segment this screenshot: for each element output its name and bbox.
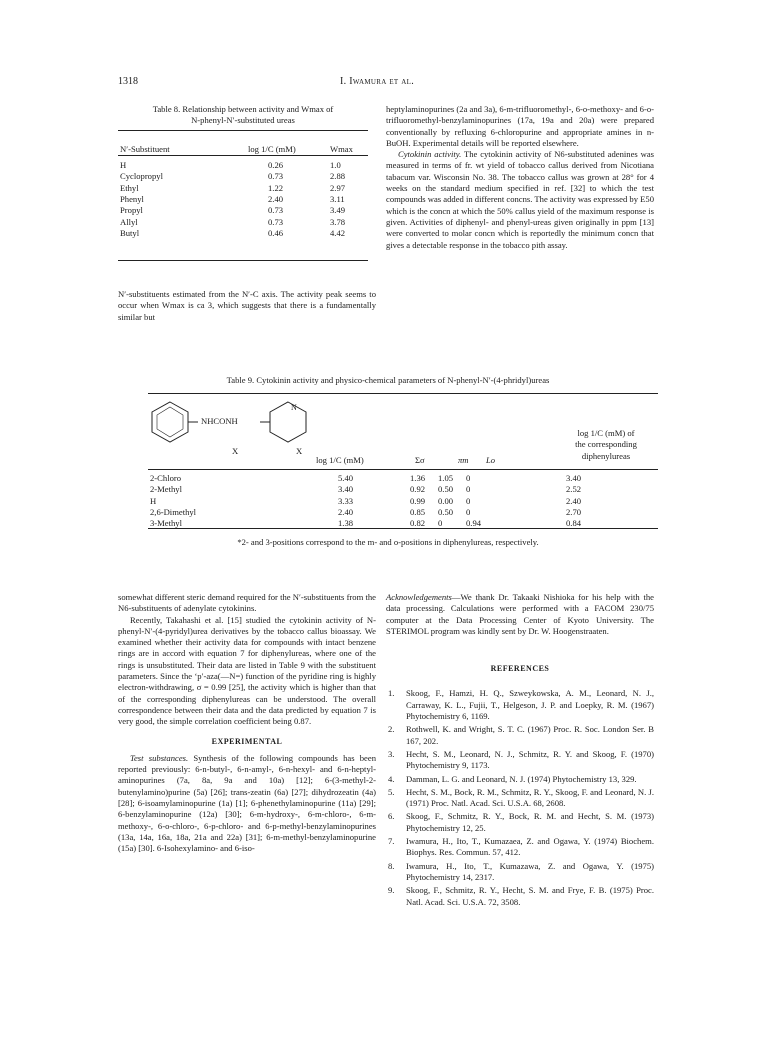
table9-cell-pi: 1.05 bbox=[438, 473, 454, 483]
table8-row bbox=[118, 194, 368, 205]
left-bottom-p1: somewhat different steric demand required for the N′-substituents from the N6-substituents of adenylate cytokinins. bbox=[118, 592, 376, 614]
right-bottom-column bbox=[386, 592, 654, 910]
table8-cell-substituent: Allyl bbox=[120, 216, 138, 227]
reference-number: 3. bbox=[388, 748, 395, 759]
table9-row bbox=[148, 496, 658, 507]
table9-cell-pi: 0.50 bbox=[438, 506, 454, 517]
table8-bottom-rule bbox=[118, 260, 368, 261]
reference-item bbox=[386, 787, 654, 810]
reference-text: Skoog, F., Schmitz, R. Y., Hecht, S. M. and Frye, F. B. (1975) Proc. Natl. Acad. Sci. U.S.A. 72, 3508. bbox=[406, 885, 654, 907]
references-heading: REFERENCES bbox=[490, 664, 550, 674]
right-top-p2 bbox=[386, 149, 654, 251]
reference-number: 2. bbox=[388, 724, 395, 735]
left-top-paragraph: N′-substituents estimated from the N′-C axis. The activity peak seems to occur when Wmax is ca 3, which suggests that there is a fundamentally similar but bbox=[118, 289, 376, 322]
table8-caption bbox=[118, 104, 368, 126]
table8-cell-wmax: 3.11 bbox=[330, 193, 345, 204]
table9-h-last bbox=[556, 428, 656, 462]
table9-h-l: Lo bbox=[486, 455, 496, 465]
reference-number: 4. bbox=[388, 773, 395, 784]
table9-cell-pi: 0 bbox=[438, 518, 443, 529]
table9-h-last2: the corresponding bbox=[575, 439, 637, 450]
table9-cell-substituent: H bbox=[150, 495, 157, 506]
reference-item bbox=[386, 885, 654, 908]
reference-text: Damman, L. G. and Leonard, N. J. (1974) Phytochemistry 13, 329. bbox=[406, 773, 637, 784]
reference-text: Rothwell, K. and Wright, S. T. C. (1967) Proc. R. Soc. London Ser. B 167, 202. bbox=[406, 724, 654, 746]
left-bottom-p2: Recently, Takahashi et al. [15] studied the cytokinin activity of N-phenyl-N′-(4-pyridyl)urea derivatives by the tobacco callus bioassay. We examined whether their activity data for compounds with intact benzene rings are in accord with equation 7 for diphenylureas, where one of the rings is unsubstituted. Their data are listed in Table 9 with the substituent parameters. Since the ‘p′-aza(—N=) function of the pyridine ring is highly electron-withdrawing, σ = 0.99 [25], the activity which is higher than that of the corresponding diphenylureas can be understood. The overall correspondence between their data and the data predicted by equation 7 is very good, the simple correlation coefficient being 0.87. bbox=[118, 614, 376, 727]
reference-number: 7. bbox=[388, 836, 395, 847]
table9-cell-l: 0 bbox=[466, 495, 471, 506]
table9-bottom-rule bbox=[148, 528, 658, 529]
reference-text: Hecht, S. M., Leonard, N. J., Schmitz, R. Y. and Skoog, F. (1970) Phytochemistry 9, 1173. bbox=[406, 748, 654, 771]
right-top-column bbox=[386, 104, 654, 251]
table8-cell-wmax: 4.42 bbox=[330, 227, 346, 238]
phenyl-ring-inner bbox=[157, 407, 183, 437]
table8-row bbox=[118, 217, 368, 228]
right-top-p1: heptylaminopurines (2a and 3a), 6-m-trifluoromethyl-, 6-o-methoxy- and 6-o-trifluoromethyl-benzylaminopurines (17a, 19a and 20a) were prepared conventionally by refluxing 6-chloropurine and appropriate amines in n-BuOH. Experimental details will be reported elsewhere. bbox=[386, 104, 655, 148]
table8-cell-wmax: 1.0 bbox=[330, 160, 341, 170]
table8-cell-logc: 1.22 bbox=[268, 182, 284, 193]
table8-cell-logc: 2.40 bbox=[268, 193, 284, 204]
table8-cell-wmax: 3.78 bbox=[330, 216, 346, 227]
table8-cell-logc: 0.73 bbox=[268, 216, 284, 227]
reference-item bbox=[386, 774, 654, 785]
table8-row bbox=[118, 205, 368, 216]
reference-text: Iwamura, H., Ito, T., Kumazaea, Z. and Ogawa, Y. (1974) Biochem. Biophys. Res. Commun. 57, 412. bbox=[406, 836, 654, 858]
table8-cell-substituent: Ethyl bbox=[120, 182, 139, 193]
table9-row bbox=[148, 507, 658, 518]
table9-mid-rule bbox=[148, 469, 658, 470]
reference-text: Iwamura, H., Ito, T., Kumazawa, Z. and Ogawa, Y. (1975) Phytochemistry 14, 2317. bbox=[406, 860, 654, 882]
table9-cell-diphenyl: 2.52 bbox=[566, 484, 582, 495]
ack-title: Acknowledgements bbox=[386, 592, 452, 602]
table9-cell-sigma: 0.85 bbox=[410, 506, 426, 517]
cytokinin-activity-title: Cytokinin activity. bbox=[398, 149, 462, 160]
table8-cell-substituent: Butyl bbox=[120, 227, 140, 238]
table8-cell-logc: 0.26 bbox=[268, 160, 284, 170]
table8-cell-logc: 0.46 bbox=[268, 227, 284, 238]
left-bottom-p3-body: Synthesis of the following compounds has been reported previously: 6-n-butyl-, 6-n-amyl-, 6-n-hexyl- and 6-n-heptyl-aminopurines (7a, 8a, 9a and 10a) [12]; 6-(3-methyl-2-butenylamino)purine (5a) [26]; trans-zeatin (6a) [27]; dihydrozeatin (4a) [28]; 6-isoamylaminopurine (1a) [1]; 6-phenethylaminopurine (11a) [29]; 6-benzylaminopurine (12a) [30]; 6-m-hydroxy-, 6-m-chloro-, 6-m-methoxy-, 6-o-chloro-, 6-p-chloro- and 6-p-methyl-benzylaminopurines (13a, 14a, 16a, 18a, 21a and 22a) [31]; 6-m-methyl-benzylaminopurine (15a) [30]. 6-Isohexylamino- and 6-iso- bbox=[118, 752, 376, 854]
table9-cell-diphenyl: 3.40 bbox=[566, 473, 582, 483]
table9-cell-sigma: 0.82 bbox=[410, 518, 426, 529]
reference-number: 8. bbox=[388, 860, 395, 871]
table9-h-sigma: Σσ bbox=[415, 455, 425, 465]
table8-cell-substituent: H bbox=[120, 160, 127, 170]
table9-row bbox=[148, 473, 658, 484]
table8-cell-wmax: 3.49 bbox=[330, 205, 346, 216]
table8-cell-substituent: Cyclopropyl bbox=[120, 171, 163, 182]
test-substances-title: Test substances. bbox=[130, 752, 189, 763]
acknowledgements bbox=[386, 592, 654, 637]
x-right-label: X bbox=[296, 446, 303, 456]
table9-row bbox=[148, 484, 658, 495]
table9-h-last3: diphenylureas bbox=[581, 450, 631, 461]
table8-row bbox=[118, 228, 368, 239]
table8-cell-substituent: Propyl bbox=[120, 205, 143, 216]
reference-number: 1. bbox=[388, 688, 395, 699]
table9-cell-l: 0 bbox=[466, 506, 471, 517]
table9-h-pi: πm bbox=[458, 455, 469, 465]
table8-caption-line1: Table 8. Relationship between activity and Wmax of bbox=[152, 104, 334, 114]
table9-cell-substituent: 2,6-Dimethyl bbox=[150, 506, 197, 517]
table9-cell-logc: 3.40 bbox=[338, 484, 354, 495]
reference-item bbox=[386, 688, 654, 722]
table9-cell-pi: 0.50 bbox=[438, 484, 454, 495]
table8-row bbox=[118, 171, 368, 182]
table8-col2: log 1/C (mM) bbox=[248, 144, 296, 154]
pyridine-ring bbox=[270, 402, 306, 442]
table8-cell-wmax: 2.88 bbox=[330, 171, 346, 182]
table8-top-rule bbox=[118, 130, 368, 131]
table9-cell-logc: 3.33 bbox=[338, 495, 354, 506]
pyridine-n-label: N bbox=[291, 403, 297, 412]
phenyl-ring bbox=[152, 402, 188, 442]
reference-number: 6. bbox=[388, 811, 395, 822]
table9-caption: Table 9. Cytokinin activity and physico-chemical parameters of N-phenyl-N′-(4-phridyl)ureas bbox=[226, 375, 550, 385]
reference-item bbox=[386, 811, 654, 834]
table9-cell-logc: 5.40 bbox=[338, 473, 354, 483]
table9-cell-diphenyl: 2.40 bbox=[566, 495, 582, 506]
table9-footnote: *2- and 3-positions correspond to the m- and o-positions in diphenylureas, respectively. bbox=[237, 537, 539, 547]
reference-number: 9. bbox=[388, 885, 395, 896]
table8-row bbox=[118, 183, 368, 194]
reference-item bbox=[386, 861, 654, 884]
table8-cell-logc: 0.73 bbox=[268, 171, 284, 182]
table9-cell-substituent: 3-Methyl bbox=[150, 518, 182, 529]
x-left-label: X bbox=[232, 446, 239, 456]
table9-cell-sigma: 0.92 bbox=[410, 484, 426, 495]
page-number: 1318 bbox=[118, 76, 138, 87]
table9-cell-diphenyl: 0.84 bbox=[566, 518, 582, 529]
table9-cell-substituent: 2-Methyl bbox=[150, 484, 182, 495]
table9-cell-l: 0 bbox=[466, 473, 471, 483]
table9-cell-substituent: 2-Chloro bbox=[150, 473, 182, 483]
table9-cell-logc: 2.40 bbox=[338, 506, 354, 517]
reference-text: Skoog, F., Schmitz, R. Y., Bock, R. M. and Hecht, S. M. (1973) Phytochemistry 12, 25. bbox=[406, 811, 654, 833]
running-head: I. Iwamura et al. bbox=[340, 76, 415, 87]
table9-cell-pi: 0.00 bbox=[438, 495, 454, 506]
table8-row bbox=[118, 160, 368, 171]
table9-h-last1: log 1/C (mM) of bbox=[577, 428, 635, 438]
reference-list bbox=[386, 688, 654, 907]
table9-cell-logc: 1.38 bbox=[338, 518, 354, 529]
reference-item bbox=[386, 836, 654, 859]
left-bottom-column bbox=[118, 592, 376, 855]
table8-cell-substituent: Phenyl bbox=[120, 193, 144, 204]
table8-mid-rule bbox=[118, 155, 368, 156]
table9-cell-l: 0 bbox=[466, 484, 471, 495]
ack-body: —We thank Dr. Takaaki Nishioka for his help with the data processing. Calculations were performed with a FACOM 230/75 computer at the Data Processing Center of Kyoto University. The STERIMOL program was kindly sent by Dr. W. Hoogenstraaten. bbox=[386, 592, 654, 636]
table9-cell-sigma: 1.36 bbox=[410, 473, 426, 483]
table9-cell-sigma: 0.99 bbox=[410, 495, 426, 506]
reference-item bbox=[386, 749, 654, 772]
table8-col3: Wmax bbox=[330, 144, 353, 154]
table8-header bbox=[118, 144, 368, 155]
reference-text: Hecht, S. M., Bock, R. M., Schmitz, R. Y., Skoog, F. and Leonard, N. J. (1971) Proc. Natl. Acad. Sci. U.S.A. 68, 2608. bbox=[406, 786, 654, 809]
reference-text: Skoog, F., Hamzi, H. Q., Szweykowska, A. M., Leonard, N. J., Carraway, K. L., Fujii, T., Helgeson, J. P. and Loepky, R. M. (1967) Phytochemistry 6, 1169. bbox=[406, 688, 654, 722]
right-top-p2-body: The cytokinin activity of N6-substituted adenines was measured in terms of fr. wt yield of tobacco callus derived from Nicotiana tabacum var. Wisconsin No. 38. The tobacco callus was grown at 28° for 4 weeks on the standard medium specified in ref. [32] to which the test compounds was added in different concns. The activity was expressed by E50 which is the concn at which the 50% callus yield of the maximum response is given. Activities of diphenyl- and phenyl-ureas given originally in ppm [13] were converted to molar concn which is reportedly the minimum concn that gives a detectable response in the tobacco pith assay. bbox=[386, 149, 654, 250]
table8-cell-wmax: 2.97 bbox=[330, 182, 346, 193]
nhconh-label: NHCONH bbox=[201, 416, 238, 426]
table8-col1: N′-Substituent bbox=[120, 144, 170, 154]
reference-item bbox=[386, 724, 654, 747]
table9-h-logc: log 1/C (mM) bbox=[316, 455, 364, 465]
table9-cell-l: 0.94 bbox=[466, 518, 482, 529]
table9-top-rule bbox=[148, 393, 658, 394]
reference-number: 5. bbox=[388, 786, 395, 797]
table8-cell-logc: 0.73 bbox=[268, 205, 284, 216]
table9-cell-diphenyl: 2.70 bbox=[566, 506, 582, 517]
left-bottom-p3 bbox=[118, 753, 376, 855]
experimental-heading: EXPERIMENTAL bbox=[211, 736, 283, 746]
table8-caption-line2: N-phenyl-N′-substituted ureas bbox=[191, 115, 295, 125]
